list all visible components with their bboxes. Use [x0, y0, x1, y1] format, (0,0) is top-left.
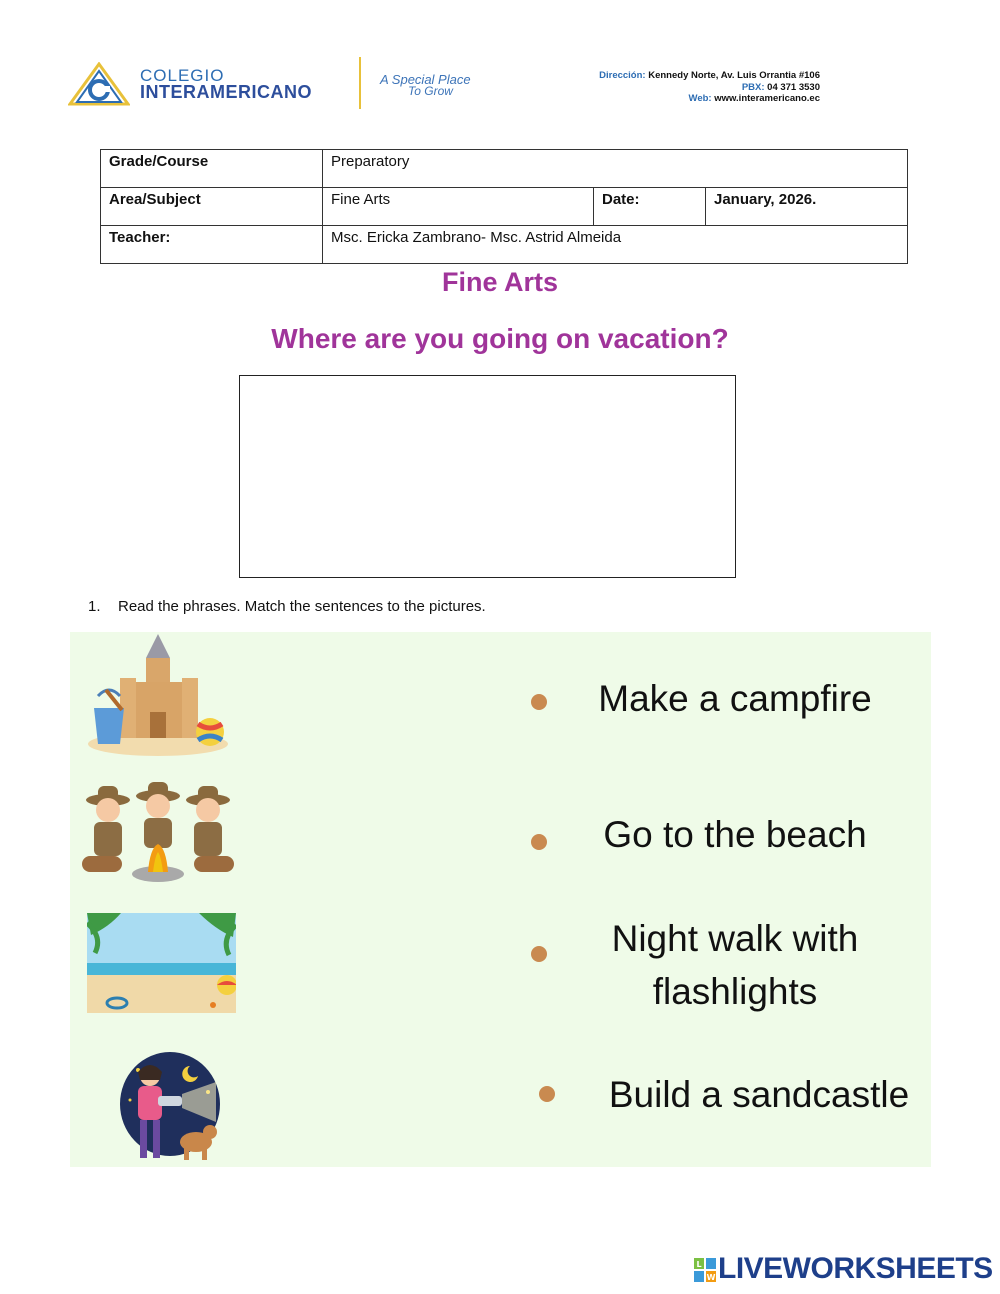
- phrase-go-to-beach: [570, 808, 900, 861]
- teacher-value: Msc. Ericka Zambrano- Msc. Astrid Almeida: [323, 226, 908, 264]
- area-value: Fine Arts: [323, 188, 594, 226]
- page-subtitle: Where are you going on vacation?: [271, 323, 729, 354]
- school-logo-icon: [68, 62, 130, 106]
- beach-picture[interactable]: [87, 913, 236, 1013]
- logo-divider: [359, 57, 361, 109]
- phrase-4-text: Build a sandcastle: [608, 1074, 910, 1115]
- liveworksheets-brand[interactable]: LIVEWORKSHEETS: [718, 1252, 993, 1285]
- phrase-night-walk: [570, 912, 900, 1018]
- address-value: Kennedy Norte, Av. Luis Orrantia #106: [648, 70, 820, 81]
- icon-letter-w: W: [706, 1273, 716, 1282]
- instruction-number: 1.: [88, 598, 101, 615]
- liveworksheets-logo-icon: [694, 1258, 716, 1282]
- area-label: Area/Subject: [101, 188, 323, 226]
- phrase-build-sandcastle: [586, 1068, 932, 1121]
- phrase-1-text: Make a campfire: [598, 678, 872, 719]
- web-value: www.interamericano.ec: [714, 93, 820, 104]
- phrase-3-line2: flashlights: [652, 971, 818, 1012]
- phrase-3-line1: Night walk with: [611, 918, 859, 959]
- phone-label: PBX:: [741, 81, 765, 93]
- match-dot-2[interactable]: [531, 834, 547, 850]
- icon-letter-l: L: [696, 1260, 702, 1269]
- match-dot-3[interactable]: [531, 946, 547, 962]
- contact-block: [599, 70, 820, 105]
- drawing-answer-box[interactable]: [239, 375, 736, 578]
- school-name-line2: INTERAMERICANO: [140, 82, 312, 102]
- tagline-line2: To Grow: [408, 84, 453, 98]
- match-dot-4[interactable]: [539, 1086, 555, 1102]
- flashlight-walk-picture[interactable]: [116, 1052, 220, 1168]
- grade-value: Preparatory: [323, 150, 908, 188]
- page-title: Fine Arts: [441, 267, 558, 297]
- matching-activity-panel: [70, 632, 931, 1167]
- tagline-line1: A Special Place: [380, 72, 471, 87]
- instruction-text: Read the phrases. Match the sentences to the pictures.: [118, 598, 486, 615]
- address-label: Dirección:: [599, 70, 646, 81]
- sandcastle-picture[interactable]: [86, 632, 230, 760]
- web-label: Web:: [688, 93, 712, 104]
- phone-value: 04 371 3530: [767, 81, 820, 93]
- info-table: [100, 149, 908, 264]
- phrase-2-text: Go to the beach: [603, 814, 867, 855]
- date-label: Date:: [594, 188, 706, 226]
- school-name-line1: COLEGIO: [140, 66, 225, 85]
- teacher-label: Teacher:: [101, 226, 323, 264]
- campfire-kids-picture[interactable]: [78, 778, 238, 886]
- date-value: January, 2026.: [706, 188, 908, 226]
- match-dot-1[interactable]: [531, 694, 547, 710]
- grade-label: Grade/Course: [101, 150, 323, 188]
- phrase-make-campfire: [570, 672, 900, 725]
